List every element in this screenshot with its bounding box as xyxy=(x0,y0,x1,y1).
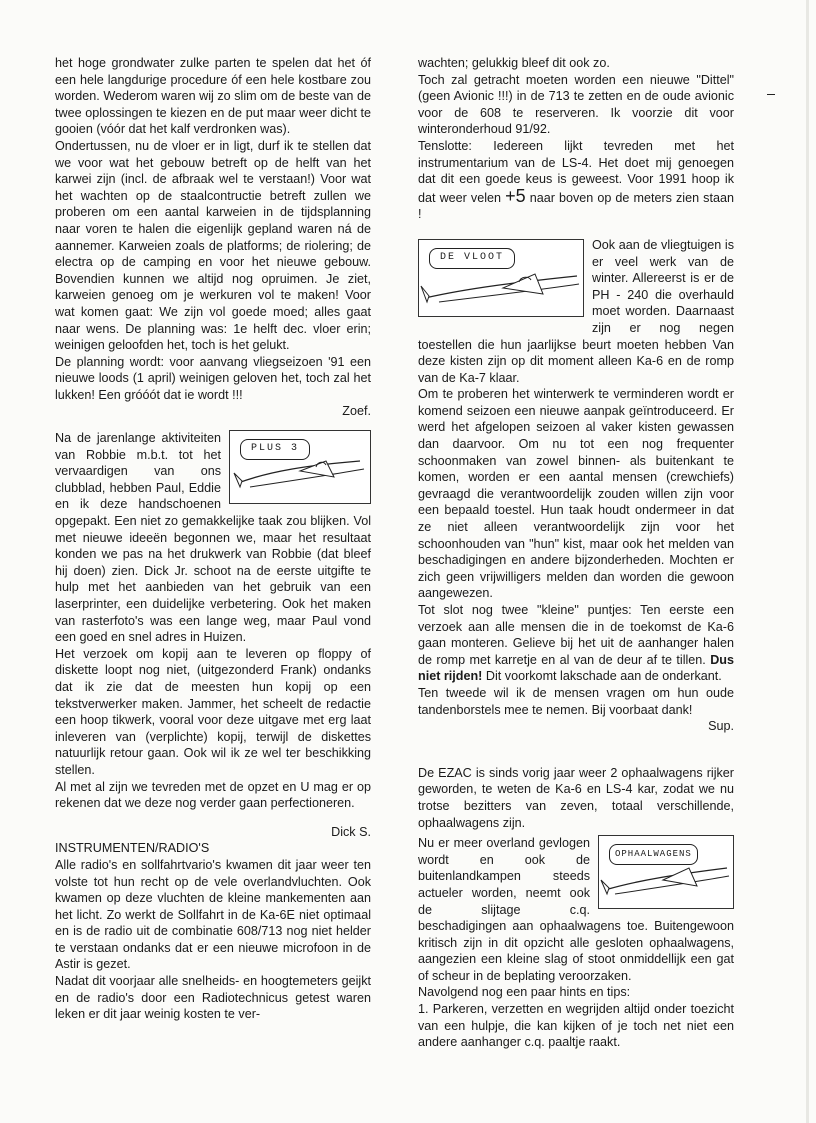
margin-mark xyxy=(767,94,775,95)
text-segment: naar boven op de meters zien staan ! xyxy=(418,190,734,222)
bold-warning: Dus niet rijden! xyxy=(418,652,734,684)
paragraph: Ook aan de vliegtuigen is er veel werk van de winter. Allereerst is er de PH - 240 die overhauld moet worden. Daarnaast zijn er nog negen toestellen die hun jaarlijkse beurt moeten hebben Van deze kisten zijn op dit moment alleen Ka-6 en de romp van de Ka-7 klaar. xyxy=(418,237,734,385)
paragraph: Nu er meer overland gevlogen wordt en ook de buitenlandkampen steeds actueler worden, neemt ook de slijtage c.q. beschadigingen aan ophaalwagens toe. Buitengewoon kritisch zijn in dit opzicht alle gesloten ophaalwagens, aangezien een kleine slag of stoot onmiddellijk een gat of scheur in de beplating veroorzaken. xyxy=(418,836,734,983)
paragraph: Na de jarenlange aktiviteiten van Robbie m.b.t. tot het vervaardigen van ons clubblad, hebben Paul, Eddie en ik deze handschoenen opgepakt. Een niet zo gemakkelijke taak zou blijken. Vol met nieuwe ideeën begonnen we, maar het resultaat konden we pas na het drukwerk van Robbie (dat bleef hij doen) zien. Dick Jr. schoot na de eerste uitgifte te hulp met het aanbieden van het gebruik van een laserprinter, een duidelijke verbetering. Ook het maken van rasterfoto's was een lange weg, maar Paul vond een goed en snel adres in Huizen. xyxy=(55,431,371,645)
paragraph: 1. Parkeren, verzetten en wegrijden altijd onder toezicht van een hulpje, die kan kijken of je toch net niet een andere aanhanger c.q. paaltje raakt. xyxy=(418,1002,734,1050)
text-segment: Dit voorkomt lakschade aan de onderkant. xyxy=(485,669,722,684)
ophaalwagens-illustration xyxy=(598,835,734,909)
signature: Zoef. xyxy=(342,404,371,419)
figure-label: DE VLOOT xyxy=(429,248,515,269)
vloot-illustration xyxy=(418,239,584,317)
plus-five-mark: +5 xyxy=(505,185,526,206)
figure-label: OPHAALWAGENS xyxy=(609,844,698,865)
paragraph: Alle radio's en sollfahrtvario's kwamen dit jaar weer ten volste tot hun recht op de vele overlandvluchten. Ook kwamen op deze vluchten de kleine mankementen aan het licht. Zo werkt de Sollfahrt in de Ka-6E niet optimaal en is de radio uit de combinatie 608/713 nog niet helder te verstaan ondanks dat er een nieuwe microfoon in de Astir is gezet. xyxy=(55,857,371,972)
paragraph: wachten; gelukkig bleef dit ook zo. xyxy=(418,56,610,70)
paragraph: Ten tweede wil ik de mensen vragen om hun oude tandenborstels mee te nemen. Bij voorbaat dank! xyxy=(418,685,734,717)
paragraph: Al met al zijn we tevreden met de opzet en U mag er op rekenen dat we deze nog verder gaan perfectioneren. xyxy=(55,779,371,811)
paragraph xyxy=(418,138,734,223)
paragraph: het hoge grondwater zulke parten te spelen dat het óf een hele langdurige procedure óf een hele kostbare zou worden. Wederom waren wij zo slim om de beste van de twee oplossingen te kiezen en de put maar weer dicht te gooien (vóór dat het kalf verdronken was). xyxy=(55,56,371,137)
paragraph: Het verzoek om kopij aan te leveren op floppy of diskette loopt nog niet, (uitgezonderd Frank) ondanks dat ik zie dat de meesten hun kopij op een tekstverwerker maken. Jammer, het scheelt de redactie een hoop tikwerk, vooral voor deze uitgave met erg laat inleveren van (verplichte) kopij, terwijl de diskettes natuurlijk retour gaan. Ook wil ik ze wel ter beschikking stellen. xyxy=(55,646,371,777)
paragraph: De planning wordt: voor aanvang vliegseizoen '91 een nieuwe loods (1 april) weinigen geloven het, toch zal het lukken! Een gróóót dat ie wordt !!! xyxy=(55,354,371,402)
paragraph: Toch zal getracht moeten worden een nieuwe "Dittel"(geen Avionic !!!) in de 713 te zetten en de oude avionic voor de 608 te reserveren. Ik voorzie dit voor winteronderhoud 91/92. xyxy=(418,72,734,137)
section-heading: INSTRUMENTEN/RADIO'S xyxy=(55,841,210,856)
paragraph xyxy=(418,602,734,685)
right-column xyxy=(418,55,734,1051)
paragraph: De EZAC is sinds vorig jaar weer 2 ophaalwagens rijker geworden, te weten de Ka-6 en LS-4 kar, zodat we nu trotse bezitters van zeven, totaal verschillende, ophaalwagens zijn. xyxy=(418,765,734,830)
left-column xyxy=(55,55,371,1023)
paragraph: Nadat dit voorjaar alle snelheids- en hoogtemeters geijkt en de radio's door een Radiotechnicus getest waren leken er dit jaar weinig kosten te ver- xyxy=(55,974,371,1022)
paragraph: Ondertussen, nu de vloer er in ligt, durf ik te stellen dat we voor wat het gebouw betreft op de helft van het karwei zijn (incl. de afbraak wel te verstaan!) Voor wat het wachten op de staalcontructie betreft zullen we proberen om een aantal karweien in de tijdsplanning naar voren te halen die eigenlijk gepland waren ná de aannemer. Karweien zoals de platforms; de riolering; de electra op de camping en voor het nieuwe gebouw. Bovendien kunnen we altijd nog opruimen. Je ziet, karweien genoeg om je werkuren vol te maken! Voor wat komen gaat: We zijn vol goede moed; alles gaat naar wens. De planning was: 1e helft dec. vloer erin; weinigen geloofden het, toch is het gelukt. xyxy=(55,138,371,353)
paragraph: Navolgend nog een paar hints en tips: xyxy=(418,985,631,1000)
text-segment: Tenslotte: Iedereen lijkt tevreden met het instrumentarium van de LS-4. Het doet mij genoegen dat dit een goede keus is geweest. Voor 1991 hoop ik dat weer velen xyxy=(418,138,734,205)
plus3-illustration xyxy=(229,430,371,504)
paragraph: Om te proberen het winterwerk te verminderen wordt er komend seizoen een nieuwe aanpak geïntroduceerd. Er werd het afgelopen seizoen al vaker kisten gewassen dan daarvoor. Om nu tot een nog frequenter schoonmaken van zowel binnen- als buitenkant te komen, worden er een aantal mensen (crewchiefs) gevraagd die verantwoordelijk zouden willen zijn voor een bepaald toestel. Hun taak houdt ondermeer in dat ze niet alleen verantwoordelijk zijn voor het schoonhouden van "hun" kist, maar ook het melden van beschadigingen en andere bijzonderheden. Mochten er zich geen vrijwilligers melden dan worden die gewoon aangewezen. xyxy=(418,387,734,601)
text-segment: Tot slot nog twee "kleine" puntjes: Ten eerste een verzoek aan alle mensen die in de toekomst de Ka-6 gaan monteren. Gelieve bij het uit de aanhanger halen de romp met karretje en al van de deur af te tillen. xyxy=(418,603,734,667)
page-edge-shadow xyxy=(806,0,809,1123)
signature: Dick S. xyxy=(331,824,371,839)
figure-label: PLUS 3 xyxy=(240,439,310,460)
signature: Sup. xyxy=(708,719,734,734)
